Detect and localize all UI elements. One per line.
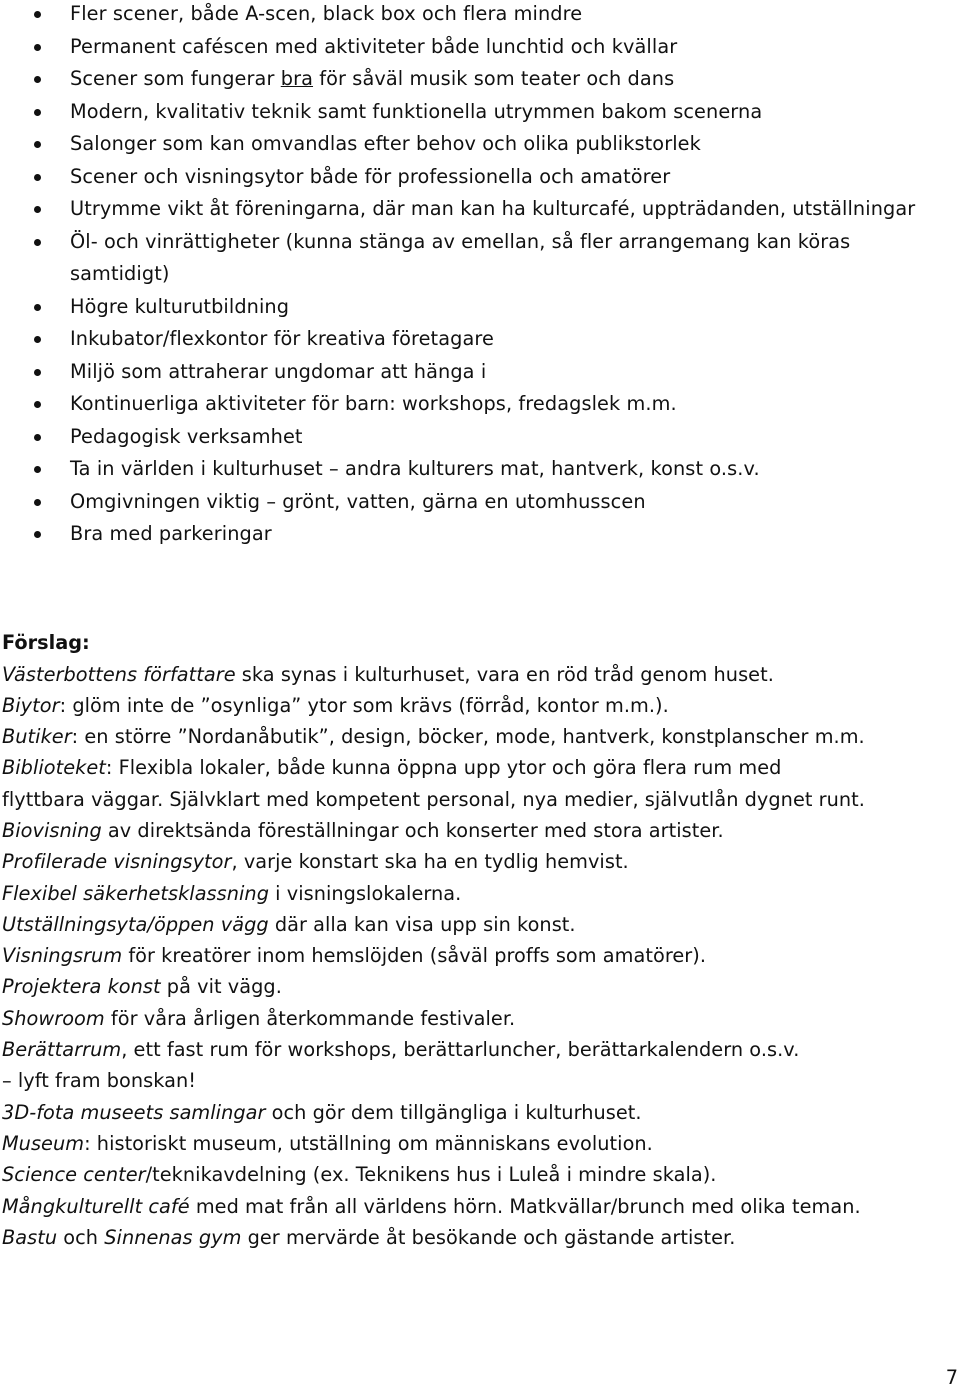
bullet-dot-icon: [34, 44, 41, 51]
proposal-line: Visningsrum för kreatörer inom hemslöjden (såväl proffs som amatörer).: [2, 944, 707, 968]
list-item: Pedagogisk verksamhet: [0, 421, 960, 454]
list-item: Omgivningen viktig – grönt, vatten, gärna en utomhusscen: [0, 486, 960, 519]
bullet-dot-icon: [34, 466, 41, 473]
list-item: Öl- och vinrättigheter (kunna stänga av emellan, så fler arrangemang kan köras samtidigt): [0, 226, 960, 291]
proposal-line: Bastu och Sinnenas gym ger mervärde åt besökande och gästande artister.: [2, 1225, 736, 1249]
list-item: Utrymme vikt åt föreningarna, där man kan ha kulturcafé, uppträdanden, utställningar: [0, 193, 960, 226]
list-item: Högre kulturutbildning: [0, 291, 960, 324]
list-item: Bra med parkeringar: [0, 518, 960, 551]
list-item: Permanent caféscen med aktiviteter både lunchtid och kvällar: [0, 31, 960, 64]
list-item: Inkubator/flexkontor för kreativa företagare: [0, 323, 960, 356]
bullet-dot-icon: [34, 174, 41, 181]
list-item: Miljö som attraherar ungdomar att hänga i: [0, 356, 960, 389]
proposal-line: Biovisning av direktsända föreställningar och konserter med stora artister.: [2, 818, 724, 842]
proposal-line: Flexibel säkerhetsklassning i visningslokalerna.: [2, 881, 462, 905]
proposal-line: – lyft fram bonskan!: [2, 1069, 197, 1093]
bullet-dot-icon: [34, 401, 41, 408]
proposal-line: Museum: historiskt museum, utställning om människans evolution.: [2, 1131, 653, 1155]
proposal-line: Projektera konst på vit vägg.: [2, 975, 282, 999]
bullet-dot-icon: [34, 109, 41, 116]
list-item: Ta in världen i kulturhuset – andra kulturers mat, hantverk, konst o.s.v.: [0, 453, 960, 486]
proposals-heading: Förslag:: [2, 631, 90, 654]
list-item: Fler scener, både A-scen, black box och flera mindre: [0, 0, 960, 31]
bullet-dot-icon: [34, 531, 41, 538]
bullet-dot-icon: [34, 76, 41, 83]
bullet-dot-icon: [34, 434, 41, 441]
bullet-dot-icon: [34, 206, 41, 213]
list-item: Salonger som kan omvandlas efter behov och olika publikstorlek: [0, 128, 960, 161]
list-item: Kontinuerliga aktiviteter för barn: workshops, fredagslek m.m.: [0, 388, 960, 421]
proposal-line: Mångkulturellt café med mat från all världens hörn. Matkvällar/brunch med olika teman.: [2, 1194, 861, 1218]
list-item: Scener som fungerar bra för såväl musik som teater och dans: [0, 63, 960, 96]
list-item: Scener och visningsytor både för professionella och amatörer: [0, 161, 960, 194]
bullet-dot-icon: [34, 141, 41, 148]
proposal-line: flyttbara väggar. Självklart med kompetent personal, nya medier, självutlån dygnet runt.: [2, 787, 865, 811]
bullet-dot-icon: [34, 336, 41, 343]
bullet-dot-icon: [34, 369, 41, 376]
proposal-line: 3D-fota museets samlingar och gör dem tillgängliga i kulturhuset.: [2, 1100, 642, 1124]
bullet-dot-icon: [34, 239, 41, 246]
proposal-line: Profilerade visningsytor, varje konstart ska ha en tydlig hemvist.: [2, 850, 629, 874]
proposal-line: Västerbottens författare ska synas i kulturhuset, vara en röd tråd genom huset.: [2, 662, 774, 686]
proposal-line: Showroom för våra årligen återkommande festivaler.: [2, 1006, 516, 1030]
bullet-list: [0, 0, 960, 551]
proposal-line: Biytor: glöm inte de ”osynliga” ytor som krävs (förråd, kontor m.m.).: [2, 693, 669, 717]
proposal-line: Berättarrum, ett fast rum för workshops, berättarluncher, berättarkalendern o.s.v.: [2, 1038, 800, 1062]
page-number: 7: [945, 1366, 958, 1389]
proposal-line: Butiker: en större ”Nordanåbutik”, design, böcker, mode, hantverk, konstplanscher m.m.: [2, 725, 865, 749]
proposal-line: Biblioteket: Flexibla lokaler, både kunna öppna upp ytor och göra flera rum med: [2, 756, 782, 780]
bullet-dot-icon: [34, 499, 41, 506]
bullet-dot-icon: [34, 11, 41, 18]
proposals-section: [2, 628, 960, 1253]
underlined-word: bra: [280, 67, 314, 90]
list-item: Modern, kvalitativ teknik samt funktionella utrymmen bakom scenerna: [0, 96, 960, 129]
bullet-dot-icon: [34, 304, 41, 311]
proposal-line: Science center/teknikavdelning (ex. Teknikens hus i Luleå i mindre skala).: [2, 1163, 717, 1187]
proposal-line: Utställningsyta/öppen vägg där alla kan visa upp sin konst.: [2, 912, 576, 936]
